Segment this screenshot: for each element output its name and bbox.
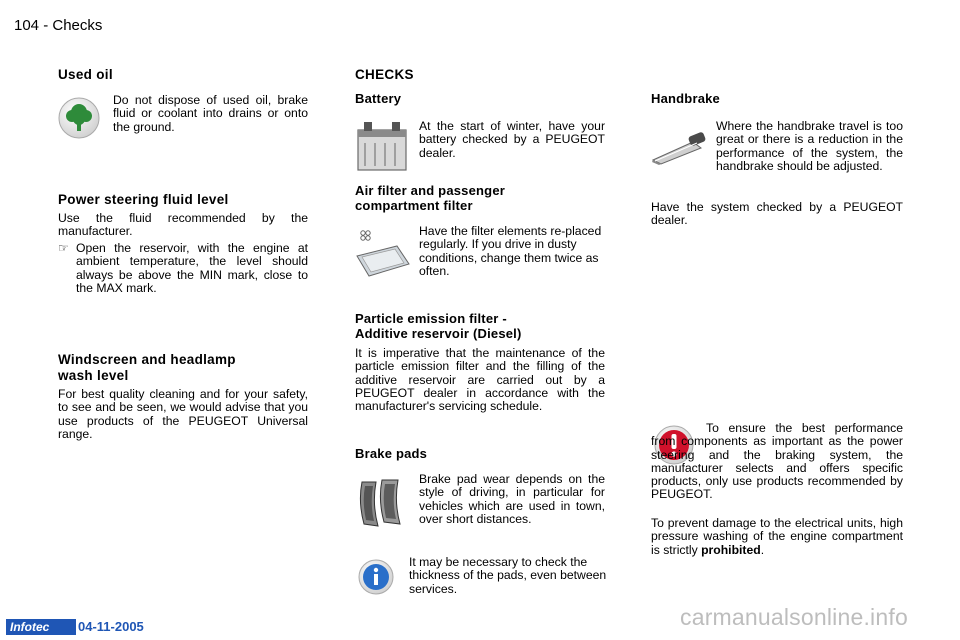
particle-filter-title-line1: Particle emission filter - [355,311,507,326]
windscreen-title [58,352,236,384]
used-oil-title: Used oil [58,67,113,82]
particle-filter-title-line2: Additive reservoir (Diesel) [355,326,522,341]
section-title: Checks [52,17,103,34]
brake-pads-title: Brake pads [355,446,428,461]
battery-title: Battery [355,91,402,106]
handbrake-text: Where the handbrake travel is too great or there is a reduction in the performance of the system, the handbrake should be adjusted. [716,119,903,173]
battery-icon [355,118,409,174]
warning-text-2-period: . [760,542,765,557]
handbrake-followup: Have the system checked by a PEUGEOT dealer. [651,200,903,228]
pointing-hand-icon: ☞ [58,241,69,255]
air-filter-title-line2: compartment filter [355,198,473,213]
air-filter-icon [355,226,411,278]
watermark: carmanualsonline.info [680,604,908,630]
page-header [14,17,102,34]
windscreen-title-line1: Windscreen and headlamp [58,352,236,367]
handbrake-icon [651,128,709,166]
warning-text-2 [651,517,903,557]
power-steering-intro: Use the fluid recommended by the manufacturer. [58,211,308,239]
infotec-logo: Infotec [6,619,76,635]
page-number: 104 [14,17,40,34]
air-filter-title [355,183,505,213]
used-oil-text: Do not dispose of used oil, brake fluid or coolant into drains or onto the ground. [113,93,308,134]
particle-filter-title [355,311,522,341]
prohibited-emphasis: prohibited [701,542,761,557]
info-icon [358,559,394,595]
footer-date: 04-11-2005 [78,619,144,634]
power-steering-bullet-text: Open the reservoir, with the engine at ambient temperature, the level should always be above the MIN mark, close to the MAX mark. [76,241,308,295]
handbrake-title: Handbrake [651,91,720,106]
header-separator: - [43,17,49,34]
warning-text-2-main: To prevent damage to the electrical units, high pressure washing of the engine compartment is strictly [651,516,903,557]
particle-filter-text: It is imperative that the maintenance of the particle emission filter and the filling of the additive reservoir are carried out by a PEUGEOT dealer in accordance with the manufacturer's servicing schedule. [355,346,605,414]
power-steering-title: Power steering fluid level [58,192,229,207]
windscreen-title-line2: wash level [58,368,129,383]
power-steering-bullet [58,242,308,295]
air-filter-text: Have the filter elements re-placed regularly. If you drive in dusty conditions, change them twice as often. [419,224,602,278]
tree-icon [58,97,100,139]
windscreen-text: For best quality cleaning and for your safety, to see and be seen, we would advise that you use products of the PEUGEOT Universal range. [58,387,308,441]
brake-info-text: It may be necessary to check the thickness of the pads, even between services. [409,555,607,596]
checks-title: CHECKS [355,67,414,82]
warning-text-1: To ensure the best performance from components as important as the power steering and the braking system, the manufacturer selects and offers specific products, only use products recommended by PEUGEOT. [651,421,903,502]
battery-text: At the start of winter, have your battery checked by a PEUGEOT dealer. [419,119,605,160]
air-filter-title-line1: Air filter and passenger [355,183,506,198]
brake-pads-icon [356,474,408,532]
brake-pads-text: Brake pad wear depends on the style of driving, in particular for vehicles which are used in town, over short distances. [419,472,605,526]
